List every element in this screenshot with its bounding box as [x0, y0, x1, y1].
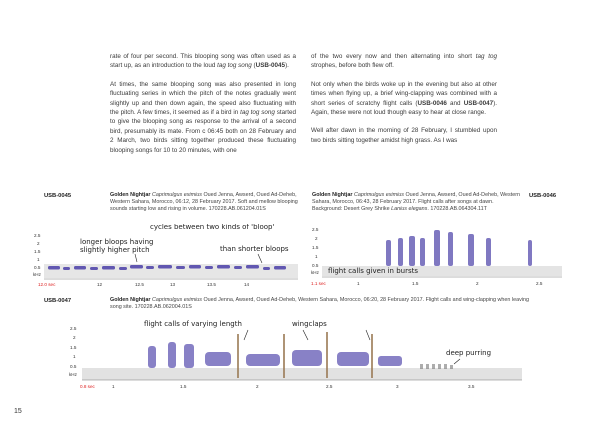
svg-text:kHz: kHz [69, 372, 77, 377]
svg-text:0.5: 0.5 [312, 263, 319, 268]
paragraph: Well after dawn in the morning of 28 February, I stumbled upon two birds sitting together amidst high grass. As I was [311, 127, 497, 144]
svg-text:2: 2 [37, 241, 40, 246]
x-axis-ticks [311, 281, 543, 286]
figure-code: USB-0046 [529, 193, 557, 199]
y-axis-ticks [311, 227, 320, 275]
svg-text:14: 14 [244, 282, 250, 287]
x-axis-ticks [38, 282, 250, 287]
annotation: than shorter bloops [220, 245, 289, 253]
svg-text:0.8 sec: 0.8 sec [80, 384, 95, 389]
figure-caption: Golden Nightjar Caprimulgus eximius Oued Jenna, Awserd, Oued Ad-Deheb, Western Sahara, Morocco, 06:12, 28 February 2017. Soft and mellow blooping sounds starting low and rising in volume. 170228.AB.061204.01S [110, 192, 298, 213]
svg-text:kHz: kHz [33, 272, 41, 277]
svg-text:3: 3 [396, 384, 399, 389]
text-column-left [110, 52, 296, 164]
svg-text:1.5: 1.5 [70, 345, 77, 350]
svg-text:2: 2 [476, 281, 479, 286]
svg-text:2.5: 2.5 [70, 326, 77, 331]
annotation: flight calls given in bursts [328, 267, 419, 275]
figure-code: USB-0047 [44, 298, 72, 304]
svg-text:1: 1 [73, 354, 76, 359]
svg-text:13.5: 13.5 [207, 282, 216, 287]
annotation: slightly higher pitch [80, 246, 150, 254]
svg-text:kHz: kHz [311, 270, 319, 275]
paragraph: rate of four per second. This blooping song was often used as a start up, as an introduction to the loud tag tog song (USB-0045). [110, 53, 296, 70]
svg-text:2.5: 2.5 [326, 384, 333, 389]
spectrogram-usb-0045 [30, 224, 300, 290]
y-axis-ticks [33, 233, 42, 277]
svg-text:13: 13 [170, 282, 176, 287]
svg-text:12.0 sec: 12.0 sec [38, 282, 56, 287]
svg-text:2: 2 [73, 335, 76, 340]
figure-caption: Golden Nightjar Caprimulgus eximius Oued Jenna, Awserd, Oued Ad-Deheb, Western Sahara, Morocco, 06:20, 28 February 2017. Flight calls and wing-clapping when leaving song site. 170228.AB.062004.01S [110, 297, 529, 311]
figure-caption: Golden Nightjar Caprimulgus eximius Oued Jenna, Awserd, Oued Ad-Deheb, Western Sahara, Morocco, 06:43, 28 February 2017. Flight calls after songs at dawn. Background: Desert Grey Shrike Lanius elegans. 170228.AB.064304.11T [312, 192, 521, 213]
annotation: cycles between two kinds of 'bloop' [150, 224, 275, 231]
annotation: deep purring [446, 349, 492, 357]
svg-text:1.5: 1.5 [312, 245, 319, 250]
paragraph: of the two every now and then alternating into short tag tog strophes, before both flew off. [311, 53, 497, 70]
svg-text:1.1 sec: 1.1 sec [311, 281, 326, 286]
text-column-right [311, 52, 497, 154]
page-number: 15 [14, 408, 22, 415]
svg-text:1.5: 1.5 [34, 249, 41, 254]
svg-text:2.5: 2.5 [536, 281, 543, 286]
svg-text:12: 12 [97, 282, 103, 287]
svg-text:2: 2 [256, 384, 259, 389]
svg-text:0.5: 0.5 [70, 364, 77, 369]
svg-text:1: 1 [37, 257, 40, 262]
noise-band [82, 368, 522, 380]
svg-text:1: 1 [357, 281, 360, 286]
x-axis-ticks [80, 384, 475, 389]
spectrogram-usb-0046 [308, 216, 566, 288]
svg-text:2.5: 2.5 [312, 227, 319, 232]
svg-text:1.5: 1.5 [180, 384, 187, 389]
svg-text:3.5: 3.5 [468, 384, 475, 389]
spectrogram-usb-0047 [60, 318, 524, 394]
svg-text:0.5: 0.5 [34, 265, 41, 270]
svg-text:1: 1 [315, 254, 318, 259]
svg-text:2.5: 2.5 [34, 233, 41, 238]
svg-text:1.5: 1.5 [412, 281, 419, 286]
svg-text:2: 2 [315, 236, 318, 241]
annotation: longer bloops having [80, 238, 154, 246]
annotation: flight calls of varying length [144, 320, 242, 328]
svg-text:1: 1 [112, 384, 115, 389]
svg-text:12.5: 12.5 [135, 282, 144, 287]
figure-code: USB-0045 [44, 193, 72, 199]
annotation: wingclaps [292, 320, 327, 328]
y-axis-ticks [69, 326, 78, 377]
paragraph: At times, the same blooping song was also presented in long fluctuating series in which the pitch of the notes gradually went slightly up and then down again, the speed also fluctuating with the pitch. A few times, it seemed as if a bird in tag tog song started to give the blooping song as response to the arrival of a second bird, presumably its mate. From c 06:45 both on 28 February and 2 March, two birds sitting together produced these fluctuating blooping songs for 10 to 20 minutes, with one [110, 80, 296, 154]
paragraph: Not only when the birds woke up in the evening but also at other times when flying up, a brief wing-clapping was combined with a short series of scratchy flight calls (USB-0046 and USB-0047). Again, these were not loud though easy to hear at close range. [311, 80, 497, 117]
